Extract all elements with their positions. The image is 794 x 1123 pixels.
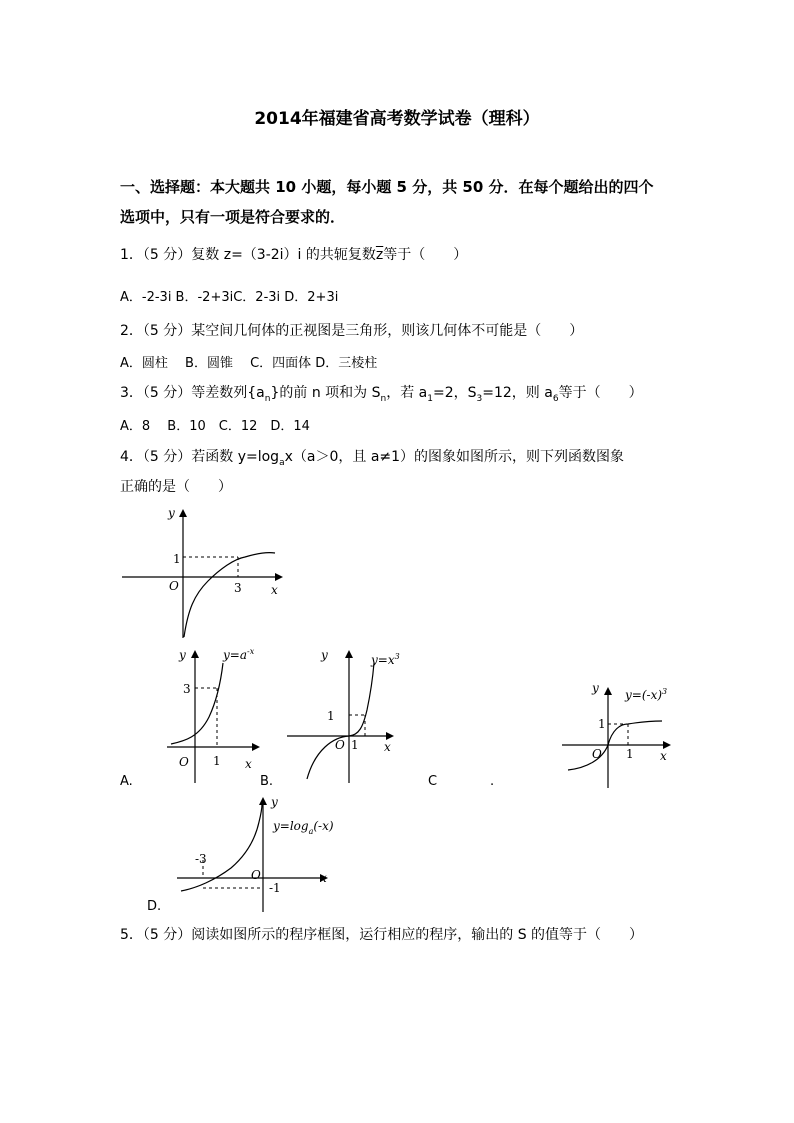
tick-one-y: 1: [327, 709, 335, 723]
q3-sub: 1: [427, 393, 433, 404]
curve-label-text: y=log: [273, 819, 309, 833]
x-axis-label: x: [660, 749, 667, 763]
question-1-text: 1．（5 分）复数 z=（3-2i）i 的共轭复数: [120, 247, 376, 263]
tick-neg-three: -3: [195, 852, 207, 866]
curve-label-text: y=a: [223, 648, 247, 662]
option-b-label: B.: [260, 774, 274, 789]
option-c-label: C: [428, 774, 438, 789]
curve-label-sup: -x: [247, 647, 255, 656]
tick-three: 3: [183, 682, 191, 696]
section-heading-line1: 一、选择题：本大题共 10 小题，每小题 5 分，共 50 分．在每个题给出的四个: [120, 178, 654, 196]
q4-part: 4．（5 分）若函数 y=log: [120, 449, 280, 465]
tick-one-x: 1: [351, 738, 359, 752]
q3-sub: 6: [552, 393, 559, 404]
tick-three: 3: [234, 581, 242, 595]
y-axis-label: y: [168, 506, 175, 520]
origin-label: O: [179, 755, 189, 769]
q3-sub: n: [264, 393, 271, 404]
q3-sub: 3: [476, 393, 483, 404]
tick-one-y: 1: [598, 717, 606, 731]
origin-label: O: [335, 738, 345, 752]
question-2: 2．（5 分）某空间几何体的正视图是三角形，则该几何体不可能是（ ）: [120, 323, 584, 339]
curve-label: [624, 687, 667, 702]
curve-label-text2: (-x): [313, 819, 334, 833]
question-5: 5．（5 分）阅读如图所示的程序框图，运行相应的程序，输出的 S 的值等于（ ）: [120, 927, 644, 943]
option-c-dot: .: [490, 774, 495, 789]
option-c-graph: [560, 680, 680, 790]
tick-one: 1: [173, 552, 181, 566]
x-axis-label: x: [245, 757, 252, 771]
curve-label-sup: 3: [394, 652, 400, 661]
section-heading-line2: 选项中，只有一项是符合要求的．: [120, 208, 346, 226]
question-1-text-end: 等于（ ）: [383, 247, 468, 263]
option-a-graph: [165, 645, 275, 785]
origin-label: O: [592, 747, 602, 761]
y-axis-label: y: [179, 648, 186, 662]
curve-label: [222, 647, 255, 662]
q4-sub: a: [279, 457, 285, 468]
q3-part: ，若 a: [386, 385, 428, 401]
q3-part: }的前 n 项和为 S: [270, 385, 381, 401]
curve-label-text: y=x: [371, 653, 395, 667]
q3-part: 等于（ ）: [558, 385, 643, 401]
q4-part: x（a＞0，且 a≠1）的图象如图所示，则下列函数图象: [284, 449, 625, 465]
y-axis-label: y: [321, 648, 328, 662]
tick-neg-one: -1: [269, 881, 281, 895]
x-axis-label: x: [320, 871, 327, 885]
y-axis-label: y: [271, 795, 278, 809]
y-axis-label: y: [592, 681, 599, 695]
option-a-label: A.: [120, 774, 133, 789]
q3-part: =12，则 a: [482, 385, 553, 401]
curve-label: [370, 652, 400, 667]
curve-label-sub: a: [308, 827, 314, 836]
curve-label-sup: 3: [662, 687, 668, 696]
origin-label: O: [251, 868, 261, 882]
question-1: [120, 244, 467, 264]
option-d-graph: [175, 792, 335, 914]
question-2-options: A．圆柱 B．圆锥 C．四面体 D．三棱柱: [120, 356, 378, 371]
z-conjugate: $\overline{z}$: [375, 247, 384, 263]
main-log-graph: [120, 505, 290, 640]
question-3-options: A．8 B．10 C．12 D．14: [120, 419, 310, 434]
x-axis-label: x: [271, 583, 278, 597]
curve-label-text: y=(-x): [625, 688, 663, 702]
question-1-options: A．-2-3i B．-2+3iC．2-3i D．2+3i: [120, 290, 339, 305]
page-title: 2014年福建省高考数学试卷（理科）: [254, 109, 540, 129]
option-d-label: D.: [147, 899, 162, 914]
tick-one: 1: [213, 754, 221, 768]
q3-part: =2，S: [433, 385, 477, 401]
question-3: [120, 382, 643, 404]
question-4-line2: 正确的是（ ）: [120, 479, 232, 495]
origin-label: O: [169, 579, 179, 593]
curve-label: [272, 819, 334, 836]
tick-one-x: 1: [626, 747, 634, 761]
question-4: [120, 446, 624, 468]
q3-part: 3．（5 分）等差数列{a: [120, 385, 265, 401]
q3-sub: n: [380, 393, 387, 404]
x-axis-label: x: [384, 740, 391, 754]
option-b-graph: [285, 645, 405, 785]
